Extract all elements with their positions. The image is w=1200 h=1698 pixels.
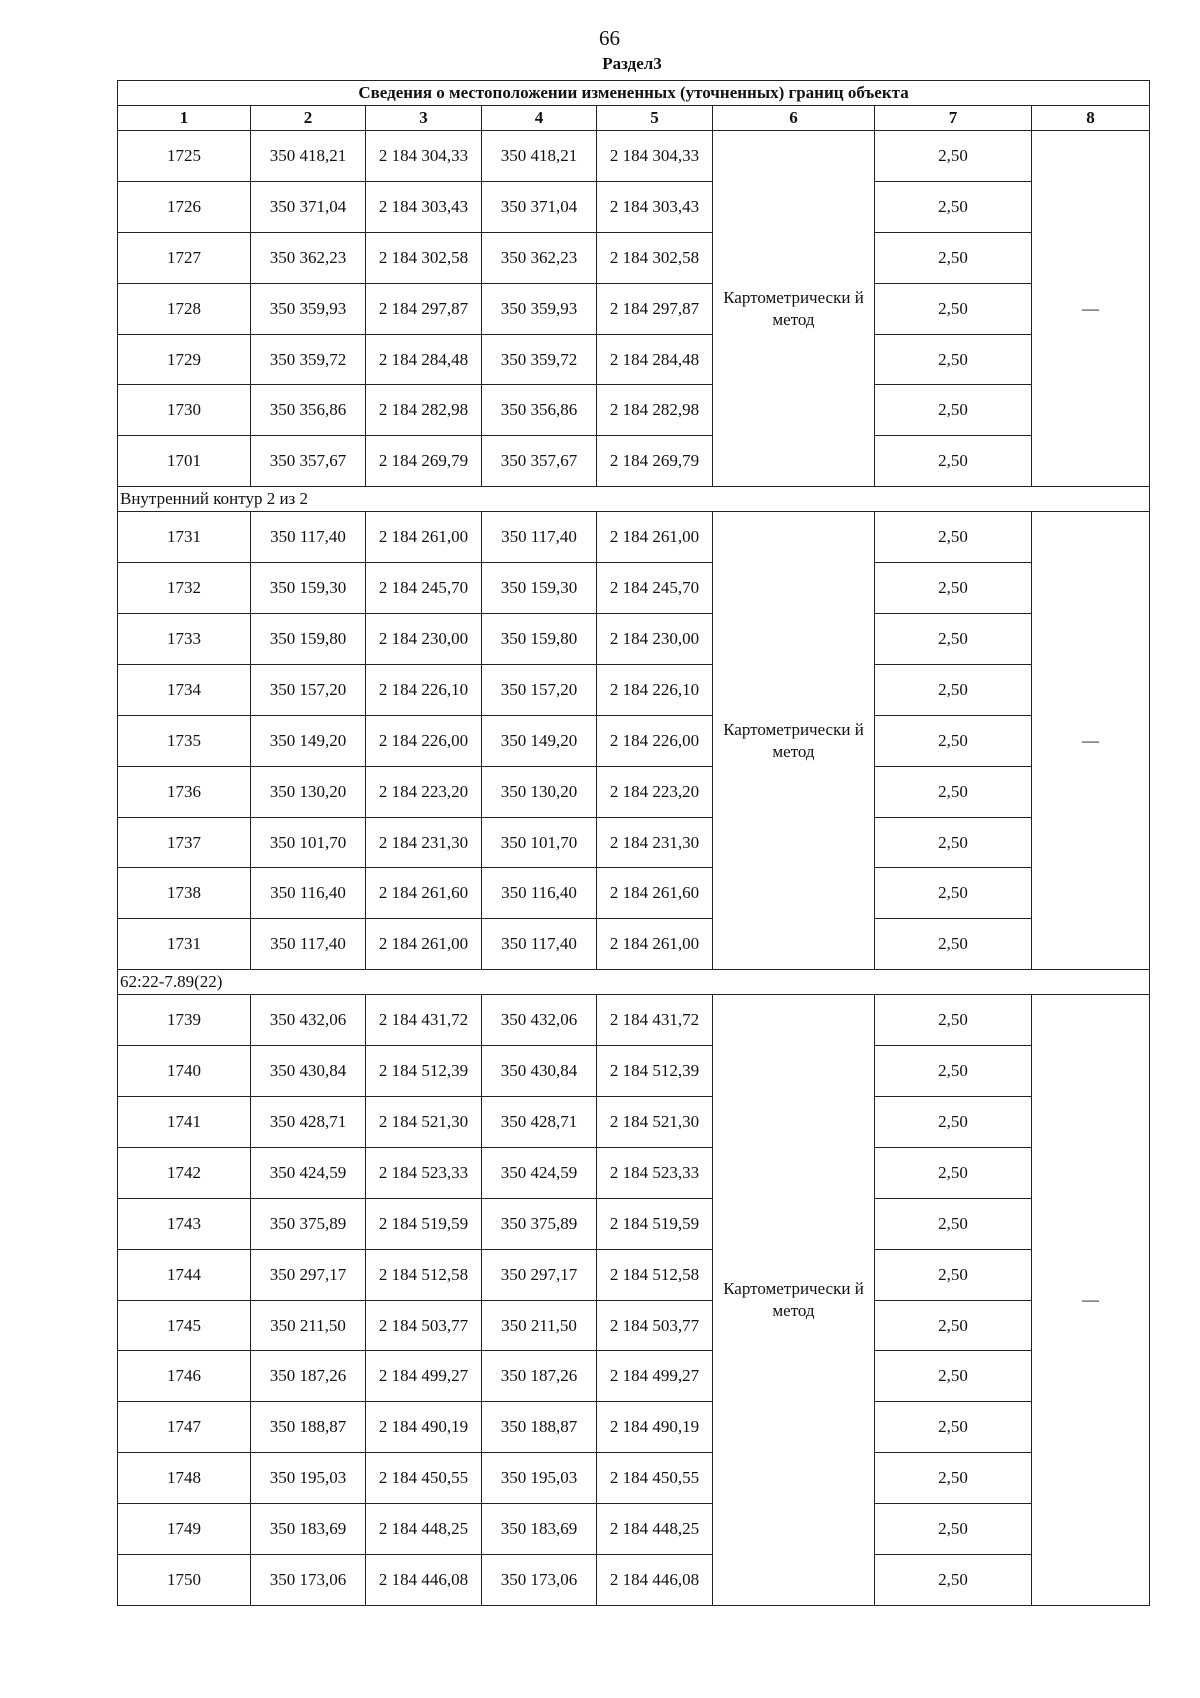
cell-col-2: 350 117,40 — [251, 512, 366, 563]
cell-col-3: 2 184 302,58 — [366, 232, 482, 283]
cell-col-3: 2 184 512,58 — [366, 1249, 482, 1300]
cell-col-4: 350 428,71 — [482, 1097, 597, 1148]
table-row — [118, 664, 1150, 715]
cell-col-3: 2 184 446,08 — [366, 1555, 482, 1606]
cell-col-2: 350 371,04 — [251, 181, 366, 232]
cell-col-3: 2 184 521,30 — [366, 1097, 482, 1148]
cell-col-1: 1726 — [118, 181, 251, 232]
cell-col-4: 350 149,20 — [482, 715, 597, 766]
cell-col-7: 2,50 — [875, 1097, 1032, 1148]
cell-col-1: 1747 — [118, 1402, 251, 1453]
cell-col-2: 350 159,30 — [251, 563, 366, 614]
cell-col-4: 350 116,40 — [482, 868, 597, 919]
cell-col-3: 2 184 226,00 — [366, 715, 482, 766]
cell-col-1: 1731 — [118, 919, 251, 970]
cell-col-2: 350 356,86 — [251, 385, 366, 436]
cell-col-7: 2,50 — [875, 1453, 1032, 1504]
cell-col-5: 2 184 261,60 — [597, 868, 713, 919]
table-row — [118, 868, 1150, 919]
cell-col-4: 350 424,59 — [482, 1147, 597, 1198]
cell-col-2: 350 101,70 — [251, 817, 366, 868]
cell-col-2: 350 187,26 — [251, 1351, 366, 1402]
cell-col-4: 350 375,89 — [482, 1198, 597, 1249]
cell-col-5: 2 184 490,19 — [597, 1402, 713, 1453]
cell-col-4: 350 187,26 — [482, 1351, 597, 1402]
cell-col-1: 1741 — [118, 1097, 251, 1148]
cell-col-3: 2 184 226,10 — [366, 664, 482, 715]
column-number-row — [118, 106, 1150, 131]
table-caption: Сведения о местоположении измененных (уточненных) границ объекта — [118, 81, 1150, 106]
cell-col-2: 350 357,67 — [251, 436, 366, 487]
cell-col-1: 1736 — [118, 766, 251, 817]
cell-col-7: 2,50 — [875, 181, 1032, 232]
cell-col-2: 350 359,93 — [251, 283, 366, 334]
cell-col-4: 350 430,84 — [482, 1046, 597, 1097]
cell-col-7: 2,50 — [875, 1198, 1032, 1249]
cell-col-4: 350 157,20 — [482, 664, 597, 715]
cell-col-1: 1725 — [118, 131, 251, 182]
cell-col-2: 350 149,20 — [251, 715, 366, 766]
group-label: Внутренний контур 2 из 2 — [118, 487, 1150, 512]
cell-col-4: 350 359,93 — [482, 283, 597, 334]
table-row — [118, 1504, 1150, 1555]
cell-col-1: 1729 — [118, 334, 251, 385]
group-label: 62:22-7.89(22) — [118, 970, 1150, 995]
cell-col-1: 1748 — [118, 1453, 251, 1504]
cell-col-1: 1745 — [118, 1300, 251, 1351]
cell-col-7: 2,50 — [875, 1300, 1032, 1351]
cell-col-7: 2,50 — [875, 131, 1032, 182]
cell-col-2: 350 157,20 — [251, 664, 366, 715]
cell-col-5: 2 184 450,55 — [597, 1453, 713, 1504]
column-number: 1 — [118, 106, 251, 131]
table-row — [118, 334, 1150, 385]
cell-col-3: 2 184 231,30 — [366, 817, 482, 868]
table-row — [118, 385, 1150, 436]
cell-col-4: 350 117,40 — [482, 919, 597, 970]
cell-col-4: 350 159,30 — [482, 563, 597, 614]
table-row — [118, 1147, 1150, 1198]
cell-col-7: 2,50 — [875, 283, 1032, 334]
column-number: 3 — [366, 106, 482, 131]
cell-col-7: 2,50 — [875, 919, 1032, 970]
cell-col-4: 350 362,23 — [482, 232, 597, 283]
cell-col-7: 2,50 — [875, 512, 1032, 563]
cell-col-5: 2 184 284,48 — [597, 334, 713, 385]
cell-col-1: 1738 — [118, 868, 251, 919]
cell-col-7: 2,50 — [875, 334, 1032, 385]
cell-col-3: 2 184 519,59 — [366, 1198, 482, 1249]
table-row — [118, 1555, 1150, 1606]
column-number: 2 — [251, 106, 366, 131]
cell-col-3: 2 184 261,00 — [366, 512, 482, 563]
column-number: 7 — [875, 106, 1032, 131]
cell-col-2: 350 418,21 — [251, 131, 366, 182]
cell-col-3: 2 184 245,70 — [366, 563, 482, 614]
cell-col-1: 1742 — [118, 1147, 251, 1198]
cell-col-3: 2 184 503,77 — [366, 1300, 482, 1351]
cell-col-5: 2 184 521,30 — [597, 1097, 713, 1148]
cell-col-7: 2,50 — [875, 232, 1032, 283]
method-cell: Картометрически й метод — [713, 131, 875, 487]
cell-col-1: 1735 — [118, 715, 251, 766]
cell-col-3: 2 184 512,39 — [366, 1046, 482, 1097]
cell-col-1: 1734 — [118, 664, 251, 715]
cell-col-1: 1733 — [118, 614, 251, 665]
cell-col-1: 1701 — [118, 436, 251, 487]
column-number: 4 — [482, 106, 597, 131]
cell-col-1: 1749 — [118, 1504, 251, 1555]
table-row — [118, 1249, 1150, 1300]
cell-col-7: 2,50 — [875, 868, 1032, 919]
table-row — [118, 766, 1150, 817]
cell-col-5: 2 184 499,27 — [597, 1351, 713, 1402]
cell-col-5: 2 184 226,10 — [597, 664, 713, 715]
cell-col-4: 350 211,50 — [482, 1300, 597, 1351]
cell-col-7: 2,50 — [875, 715, 1032, 766]
group-label-row — [118, 970, 1150, 995]
cell-col-1: 1739 — [118, 995, 251, 1046]
cell-col-5: 2 184 297,87 — [597, 283, 713, 334]
table-row — [118, 131, 1150, 182]
coordinates-table — [117, 80, 1150, 1606]
cell-col-7: 2,50 — [875, 1351, 1032, 1402]
cell-col-3: 2 184 269,79 — [366, 436, 482, 487]
cell-col-7: 2,50 — [875, 664, 1032, 715]
cell-col-3: 2 184 450,55 — [366, 1453, 482, 1504]
cell-col-2: 350 424,59 — [251, 1147, 366, 1198]
cell-col-2: 350 211,50 — [251, 1300, 366, 1351]
cell-col-2: 350 375,89 — [251, 1198, 366, 1249]
cell-col-4: 350 117,40 — [482, 512, 597, 563]
table-row — [118, 1046, 1150, 1097]
cell-col-5: 2 184 523,33 — [597, 1147, 713, 1198]
cell-col-1: 1731 — [118, 512, 251, 563]
cell-col-4: 350 356,86 — [482, 385, 597, 436]
cell-col-3: 2 184 261,60 — [366, 868, 482, 919]
cell-col-2: 350 195,03 — [251, 1453, 366, 1504]
table-row — [118, 1351, 1150, 1402]
cell-col-1: 1732 — [118, 563, 251, 614]
cell-col-5: 2 184 303,43 — [597, 181, 713, 232]
cell-col-5: 2 184 223,20 — [597, 766, 713, 817]
cell-col-2: 350 428,71 — [251, 1097, 366, 1148]
cell-col-1: 1746 — [118, 1351, 251, 1402]
cell-col-2: 350 430,84 — [251, 1046, 366, 1097]
cell-col-7: 2,50 — [875, 817, 1032, 868]
table-row — [118, 232, 1150, 283]
cell-col-1: 1740 — [118, 1046, 251, 1097]
table-row — [118, 563, 1150, 614]
cell-col-7: 2,50 — [875, 1147, 1032, 1198]
cell-col-7: 2,50 — [875, 385, 1032, 436]
cell-col-2: 350 297,17 — [251, 1249, 366, 1300]
table-row — [118, 436, 1150, 487]
cell-col-5: 2 184 431,72 — [597, 995, 713, 1046]
cell-col-4: 350 359,72 — [482, 334, 597, 385]
table-row — [118, 614, 1150, 665]
table-row — [118, 283, 1150, 334]
page-number: 66 — [599, 26, 620, 50]
cell-col-5: 2 184 231,30 — [597, 817, 713, 868]
cell-col-5: 2 184 448,25 — [597, 1504, 713, 1555]
cell-col-5: 2 184 503,77 — [597, 1300, 713, 1351]
cell-col-5: 2 184 230,00 — [597, 614, 713, 665]
cell-col-2: 350 117,40 — [251, 919, 366, 970]
cell-col-7: 2,50 — [875, 1249, 1032, 1300]
cell-col-3: 2 184 282,98 — [366, 385, 482, 436]
cell-col-5: 2 184 269,79 — [597, 436, 713, 487]
section-title: Раздел3 — [602, 54, 662, 73]
cell-col-2: 350 183,69 — [251, 1504, 366, 1555]
cell-col-5: 2 184 282,98 — [597, 385, 713, 436]
cell-col-1: 1727 — [118, 232, 251, 283]
column-number: 6 — [713, 106, 875, 131]
group-label-row — [118, 487, 1150, 512]
dash-cell: — — [1032, 131, 1150, 487]
cell-col-7: 2,50 — [875, 614, 1032, 665]
column-number: 8 — [1032, 106, 1150, 131]
cell-col-4: 350 159,80 — [482, 614, 597, 665]
table-row — [118, 817, 1150, 868]
cell-col-3: 2 184 230,00 — [366, 614, 482, 665]
cell-col-3: 2 184 490,19 — [366, 1402, 482, 1453]
cell-col-4: 350 183,69 — [482, 1504, 597, 1555]
cell-col-1: 1737 — [118, 817, 251, 868]
table-row — [118, 1453, 1150, 1504]
cell-col-4: 350 173,06 — [482, 1555, 597, 1606]
cell-col-7: 2,50 — [875, 1555, 1032, 1606]
cell-col-4: 350 432,06 — [482, 995, 597, 1046]
cell-col-5: 2 184 302,58 — [597, 232, 713, 283]
cell-col-3: 2 184 223,20 — [366, 766, 482, 817]
cell-col-2: 350 362,23 — [251, 232, 366, 283]
cell-col-7: 2,50 — [875, 1046, 1032, 1097]
method-cell: Картометрически й метод — [713, 512, 875, 970]
cell-col-3: 2 184 261,00 — [366, 919, 482, 970]
table-row — [118, 995, 1150, 1046]
cell-col-4: 350 371,04 — [482, 181, 597, 232]
cell-col-4: 350 101,70 — [482, 817, 597, 868]
cell-col-1: 1750 — [118, 1555, 251, 1606]
cell-col-2: 350 359,72 — [251, 334, 366, 385]
cell-col-5: 2 184 226,00 — [597, 715, 713, 766]
dash-cell: — — [1032, 512, 1150, 970]
table-row — [118, 1198, 1150, 1249]
cell-col-5: 2 184 512,58 — [597, 1249, 713, 1300]
cell-col-3: 2 184 448,25 — [366, 1504, 482, 1555]
cell-col-2: 350 159,80 — [251, 614, 366, 665]
cell-col-7: 2,50 — [875, 995, 1032, 1046]
cell-col-7: 2,50 — [875, 1402, 1032, 1453]
cell-col-3: 2 184 284,48 — [366, 334, 482, 385]
cell-col-3: 2 184 523,33 — [366, 1147, 482, 1198]
cell-col-1: 1730 — [118, 385, 251, 436]
cell-col-3: 2 184 499,27 — [366, 1351, 482, 1402]
cell-col-5: 2 184 261,00 — [597, 512, 713, 563]
cell-col-3: 2 184 297,87 — [366, 283, 482, 334]
cell-col-5: 2 184 245,70 — [597, 563, 713, 614]
cell-col-3: 2 184 303,43 — [366, 181, 482, 232]
table-body — [118, 81, 1150, 1606]
cell-col-5: 2 184 519,59 — [597, 1198, 713, 1249]
table-row — [118, 715, 1150, 766]
cell-col-4: 350 357,67 — [482, 436, 597, 487]
cell-col-1: 1728 — [118, 283, 251, 334]
table-row — [118, 919, 1150, 970]
cell-col-5: 2 184 261,00 — [597, 919, 713, 970]
cell-col-3: 2 184 431,72 — [366, 995, 482, 1046]
dash-cell: — — [1032, 995, 1150, 1606]
cell-col-7: 2,50 — [875, 1504, 1032, 1555]
cell-col-7: 2,50 — [875, 436, 1032, 487]
method-cell: Картометрически й метод — [713, 995, 875, 1606]
cell-col-4: 350 297,17 — [482, 1249, 597, 1300]
cell-col-4: 350 188,87 — [482, 1402, 597, 1453]
table-row — [118, 512, 1150, 563]
cell-col-4: 350 195,03 — [482, 1453, 597, 1504]
cell-col-2: 350 116,40 — [251, 868, 366, 919]
cell-col-2: 350 130,20 — [251, 766, 366, 817]
cell-col-5: 2 184 304,33 — [597, 131, 713, 182]
cell-col-4: 350 130,20 — [482, 766, 597, 817]
table-row — [118, 1300, 1150, 1351]
cell-col-1: 1743 — [118, 1198, 251, 1249]
cell-col-3: 2 184 304,33 — [366, 131, 482, 182]
table-row — [118, 181, 1150, 232]
cell-col-2: 350 173,06 — [251, 1555, 366, 1606]
cell-col-7: 2,50 — [875, 766, 1032, 817]
cell-col-1: 1744 — [118, 1249, 251, 1300]
column-number: 5 — [597, 106, 713, 131]
table-caption-row — [118, 81, 1150, 106]
cell-col-5: 2 184 446,08 — [597, 1555, 713, 1606]
cell-col-4: 350 418,21 — [482, 131, 597, 182]
table-row — [118, 1402, 1150, 1453]
cell-col-2: 350 188,87 — [251, 1402, 366, 1453]
cell-col-2: 350 432,06 — [251, 995, 366, 1046]
table-row — [118, 1097, 1150, 1148]
cell-col-7: 2,50 — [875, 563, 1032, 614]
cell-col-5: 2 184 512,39 — [597, 1046, 713, 1097]
